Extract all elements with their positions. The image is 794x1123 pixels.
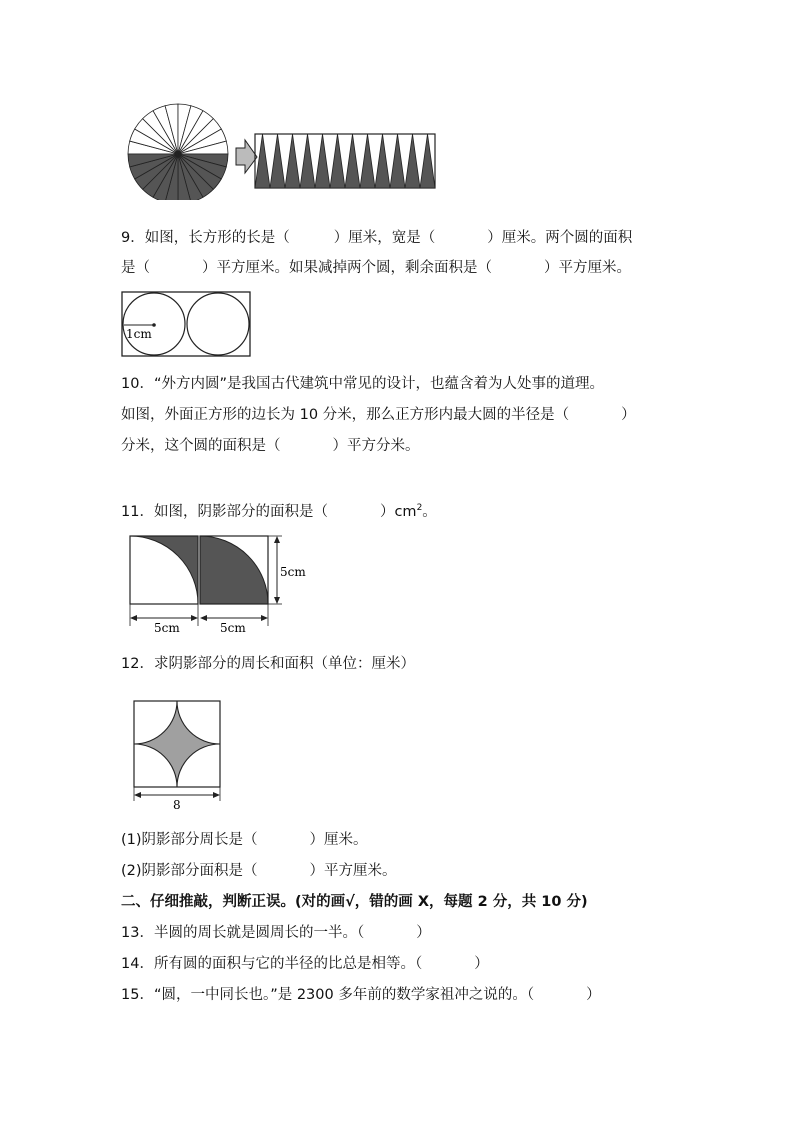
tooth-shaded xyxy=(285,134,300,188)
q12-sub1-a: (1)阴影部分周长是（ xyxy=(121,832,258,848)
q13-text-a: 13．半圆的周长就是圆周长的一半。（ xyxy=(121,925,365,941)
q11-height-label: 5cm xyxy=(280,565,306,579)
section2-title: 二、仔细推敲，判断正误。(对的画√，错的画 X，每题 2 分，共 10 分) xyxy=(121,894,588,910)
q11-text-a: 11．如图，阴影部分的面积是（ xyxy=(121,503,328,520)
q11-text-c: 。 xyxy=(422,503,437,520)
q12-sub2 xyxy=(121,861,397,881)
q11-text-b: ）cm xyxy=(379,503,417,520)
q14-text-a: 14．所有圆的面积与它的半径的比总是相等。（ xyxy=(121,956,423,972)
tooth-shaded xyxy=(270,134,285,188)
tooth-shaded xyxy=(300,134,315,188)
q11-line xyxy=(121,498,437,522)
tooth-shaded xyxy=(405,134,420,188)
q12-sub1 xyxy=(121,830,368,850)
q9-center-dot xyxy=(152,323,156,327)
q11-width2-label: 5cm xyxy=(220,621,246,635)
tooth-shaded xyxy=(360,134,375,188)
q9-line2 xyxy=(121,258,631,278)
q14-text-b: ） xyxy=(474,956,489,972)
q15-text-a: 15．“圆，一中同长也。”是 2300 多年前的数学家祖冲之说的。（ xyxy=(121,987,535,1003)
q11-figure xyxy=(122,534,312,636)
q10-line1: 10．“外方内圆”是我国古代建筑中常见的设计，也蕴含着为人处事的道理。 xyxy=(121,376,604,392)
q12-sub2-a: (2)阴影部分面积是（ xyxy=(121,863,258,879)
tooth-shaded xyxy=(330,134,345,188)
rearranged-teeth xyxy=(255,134,435,188)
tooth-shaded xyxy=(420,134,435,188)
tooth-shaded xyxy=(375,134,390,188)
q11-right-quarter xyxy=(200,536,268,604)
q9-text-b: ）厘米，宽是（ xyxy=(333,230,436,246)
q12-line: 12．求阴影部分的周长和面积（单位：厘米） xyxy=(121,656,415,672)
q9-text-d: 是（ xyxy=(121,260,150,276)
q9-text-a: 9．如图，长方形的长是（ xyxy=(121,230,290,246)
q12-sub1-b: ）厘米。 xyxy=(309,832,368,848)
q12-star-shade xyxy=(134,701,220,787)
q9-figure xyxy=(120,290,254,360)
q11-sup: 2 xyxy=(416,503,423,513)
circle-rearrangement-figure xyxy=(120,100,450,200)
q9-text-f: ）平方厘米。 xyxy=(544,260,631,276)
q15-text-b: ） xyxy=(586,987,601,1003)
q11-width1-label: 5cm xyxy=(154,621,180,635)
q15-line xyxy=(121,985,601,1005)
q10-text-a: 如图，外面正方形的边长为 10 分米，那么正方形内最大圆的半径是（ xyxy=(121,407,570,423)
tooth-shaded xyxy=(390,134,405,188)
q12-figure xyxy=(126,697,226,812)
q12-width-label: 8 xyxy=(173,798,181,812)
q9-text-e: ）平方厘米。如果减掉两个圆，剩余面积是（ xyxy=(202,260,492,276)
sector-circle xyxy=(128,104,228,200)
tooth-shaded xyxy=(255,134,270,188)
q9-right-circle xyxy=(187,293,249,355)
q10-text-c: 分米，这个圆的面积是（ xyxy=(121,438,281,454)
q10-line2 xyxy=(121,405,636,425)
q9-rectangle xyxy=(122,292,250,356)
q10-text-d: ）平方分米。 xyxy=(332,438,420,454)
q14-line xyxy=(121,954,489,974)
q13-line xyxy=(121,923,431,943)
q10-line3 xyxy=(121,436,420,456)
tooth-shaded xyxy=(345,134,360,188)
tooth-shaded xyxy=(315,134,330,188)
q10-text-b: ） xyxy=(621,407,636,423)
q9-text-c: ）厘米。两个圆的面积 xyxy=(487,230,633,246)
q9-line1 xyxy=(121,228,632,248)
transform-arrow xyxy=(236,140,257,173)
q12-sub2-b: ）平方厘米。 xyxy=(309,863,397,879)
q9-radius-label: 1cm xyxy=(126,327,152,341)
q11-left-shade xyxy=(130,536,198,604)
q13-text-b: ） xyxy=(416,925,431,941)
